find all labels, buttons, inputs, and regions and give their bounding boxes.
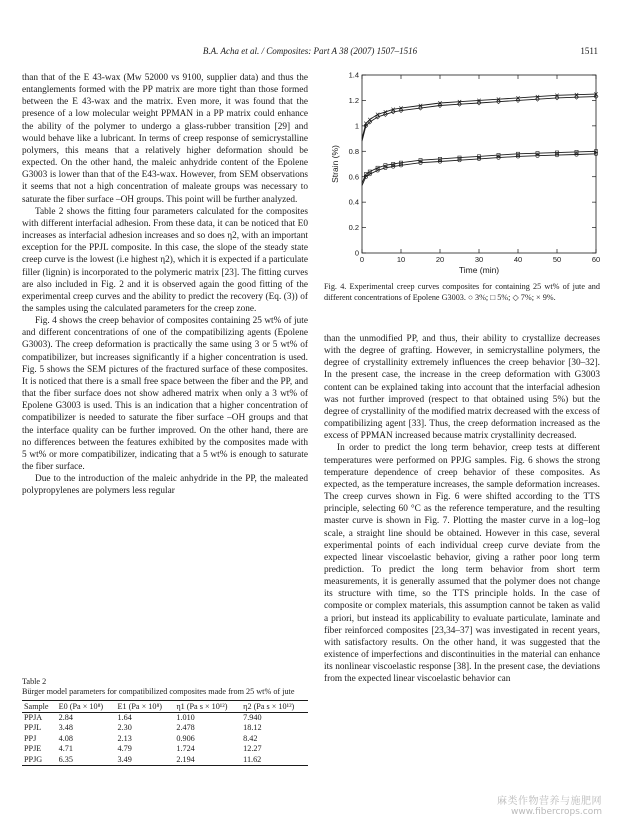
table-cell: 2.194	[176, 754, 195, 764]
data-point-cross	[368, 118, 371, 121]
x-axis-label: Time (min)	[458, 265, 500, 275]
parameters-table	[22, 700, 308, 767]
y-tick-label: 0	[354, 248, 359, 258]
y-tick-label: 0.8	[348, 146, 359, 156]
watermark-text: 麻类作物营养与施肥网	[497, 796, 602, 807]
x-tick-label: 50	[552, 255, 562, 264]
left-paragraph-1: than that of the E 43-wax (Mw 52000 vs 9100, supplier data) and thus the entanglements formed with the PP matrix are more tight than those formed between the E 43-wax and the matrix. Even more, it was found that the presence of a low molecular weight PPMAN in a PP matrix could enhance the ability of the polymer to undergo a glass-rubber transition [29] and would behave like a lubricant. In terms of creep response of semicrystalline polymers, this means that a relatively higher deformation should be expected. On the other hand, the maleic anhydride content of the Epolene G3003 is lower than that of the E43-wax. However, from SEM observations it seems that not a high concentration of maleate groups was necessary to saturate the fiber surface –OH groups. This point will be further analyzed.	[22, 73, 308, 205]
table-cell: 7.940	[243, 712, 262, 722]
table-cell: 12.27	[243, 744, 262, 754]
running-header	[22, 46, 598, 60]
x-tick-label: 0	[359, 255, 365, 264]
x-tick-label: 20	[435, 255, 445, 264]
table-header-row	[22, 700, 308, 712]
table-cell: 2.84	[58, 712, 73, 722]
y-tick-label: 1	[354, 121, 359, 131]
y-tick-label: 1.2	[348, 96, 359, 106]
table-cell: 4.71	[58, 744, 73, 754]
right-column	[324, 333, 600, 686]
left-column	[22, 72, 308, 497]
table-cell: PPJG	[24, 754, 43, 764]
series-line-square	[362, 151, 596, 183]
table-cell: 1.724	[176, 744, 195, 754]
x-tick-label: 30	[474, 255, 484, 264]
left-paragraph-4: Due to the introduction of the maleic anhydride in the PP, the maleated polypropylenes are polymers less regular	[22, 474, 308, 497]
table-cell: 6.35	[58, 754, 73, 764]
series-line-circle	[362, 154, 596, 186]
table-row	[22, 723, 308, 734]
table-title: Table 2	[22, 677, 47, 686]
x-tick-label: 40	[513, 255, 523, 264]
y-tick-label: 0.4	[348, 197, 359, 207]
watermark-url: www.fibercrops.com	[511, 807, 602, 817]
table-cell: 3.49	[117, 754, 132, 764]
x-tick-label: 10	[396, 255, 406, 264]
table-cell: 11.62	[243, 754, 262, 764]
page-number: 1511	[580, 46, 598, 56]
table-header-cell: Sample	[24, 701, 49, 711]
y-tick-label: 1.4	[348, 70, 359, 80]
series-line-diamond	[362, 97, 596, 142]
table-cell: PPJL	[24, 723, 42, 733]
table-cell: 4.08	[58, 733, 73, 743]
table-cell: 1.64	[117, 712, 132, 722]
table-cell: 3.48	[58, 723, 73, 733]
y-tick-label: 0.6	[348, 172, 359, 182]
table-header-cell: η2 (Pa s × 10¹²)	[243, 701, 295, 711]
running-title: B.A. Acha et al. / Composites: Part A 38 (2007) 1507–1516	[202, 46, 418, 56]
table-cell: 0.906	[176, 733, 195, 743]
table-cell: 2.478	[176, 723, 195, 733]
y-tick-label: 0.2	[348, 223, 359, 233]
table-cell: PPJE	[24, 744, 42, 754]
figure-caption: Fig. 4. Experimental creep curves composites for containing 25 wt% of jute and different concentrations of Epolene G3003. ○ 3%; □ 5%; ◇ 7%; × 9%.	[324, 282, 600, 302]
table-row	[22, 712, 308, 723]
table-header-cell: η1 (Pa s × 10¹²)	[176, 701, 228, 711]
table-cell: PPJA	[24, 712, 43, 722]
left-paragraph-3: Fig. 4 shows the creep behavior of composites containing 25 wt% of jute and different concentrations of one of the compatibilizing agents (Epolene G3003). The creep deformation is practically the same using 3 or 5 wt% of compatibilizer, but increases significantly if a higher concentration is used. Fig. 5 shows the SEM pictures of the fractured surface of these composites. It is noticed that there is a small free space between the fiber and the PP, and that the fiber surface does not show adhered matrix when only a 3 wt% of Epolene G3003 is used. This is an indication that a higher concentration of compatibilizer is needed to saturate the fiber surface –OH groups and that the interface quality can be further improved. On the other hand, there are no differences between the features exhibited by the composites made with 5 wt% or more compatibilizer, indicating that a 5 wt% is enough to saturate the fiber surface.	[22, 316, 308, 472]
table-cell: 4.79	[117, 744, 132, 754]
table-row	[22, 744, 308, 755]
table-cell: 1.010	[176, 712, 195, 722]
y-axis-label: Strain (%)	[330, 145, 340, 183]
table-caption: Bürger model parameters for compatibilized composites made from 25 wt% of jute	[22, 687, 295, 696]
x-tick-label: 60	[591, 255, 601, 264]
table-header-cell: E1 (Pa × 10⁸)	[117, 701, 163, 711]
creep-chart	[324, 70, 601, 275]
table-cell: 8.42	[243, 733, 258, 743]
table-cell: 2.30	[117, 723, 132, 733]
table-cell: 18.12	[243, 723, 262, 733]
table-row	[22, 755, 308, 766]
right-paragraph-1: than the unmodified PP, and thus, their ability to crystallize decreases with the degree of grafting. However, in semicrystalline polymers, the degree of crystallinity extremely influences the creep behavior [30–32]. In the present case, the increase in the creep deformation with G3003 content can be explained taking into account that the interfacial adhesion was not further improved (respect to that obtained using 5%) but the degree of crystallinity of the modified matrix decreased with the excess of compatibilizing agent [33]. Thus, the creep deformation increased as the excess of PPMAN increased because matrix crystallinity decreased.	[324, 334, 600, 442]
plot-frame	[362, 75, 596, 253]
right-paragraph-2: In order to predict the long term behavior, creep tests at different temperatures were performed on PPJG samples. Fig. 6 shows the strong temperature dependence of creep behavior of these composites. As expected, as the temperature increases, the sample deformation increases. The creep curves shown in Fig. 6 were shifted according to the TTS principle, selecting 60 °C as the reference temperature, and the resulting master curve is shown in Fig. 7. Plotting the master curve in a log–log scale, a straight line should be obtained. However in this case, several experimental points of each individual creep curve deviate from the expected linear viscoelastic behavior, giving a rather poor long term prediction. To predict the long term behavior from short term measurements, it is generally assumed that the polymer does not change its structure with time, so the TTS principle holds. In the case of composite or complex materials, this assumption cannot be taken as valid a priori, but instead its applicability to evaluate particulate, laminate and fiber reinforced composites [23,34–37] was investigated in recent years, with satisfactory results. On the other hand, it was suggested that the existence of imperfections and discontinuities in the material can enhance its nonlinear viscoelastic response [38]. In the present case, the deviations from the expected linear viscoelastic behavior can	[324, 443, 600, 685]
watermark	[472, 792, 602, 817]
table-cell: PPJ	[24, 733, 37, 743]
table-header-cell: E0 (Pa × 10⁸)	[58, 701, 104, 711]
table-2	[22, 676, 308, 766]
figure-4	[324, 70, 601, 275]
left-paragraph-2: Table 2 shows the fitting four parameters calculated for the composites with different interfacial adhesion. From these data, it can be noticed that E0 increases as interfacial adhesion increases and so does η2, with an important exception for the PPJL composite. In this case, the slope of the steady state creep curve is the lowest (i.e highest η2), which it is expected if a particulate filler (lignin) is incorporated to the polymeric matrix [23]. The fitting curves are also included in Fig. 2 and it is observed again the good fitting of the experimental creep curves and the ability to predict the recovery (Eq. (3)) of the samples using the calculated parameters for the creep zone.	[22, 206, 308, 314]
table-cell: 2.13	[117, 733, 132, 743]
table-row	[22, 734, 308, 745]
